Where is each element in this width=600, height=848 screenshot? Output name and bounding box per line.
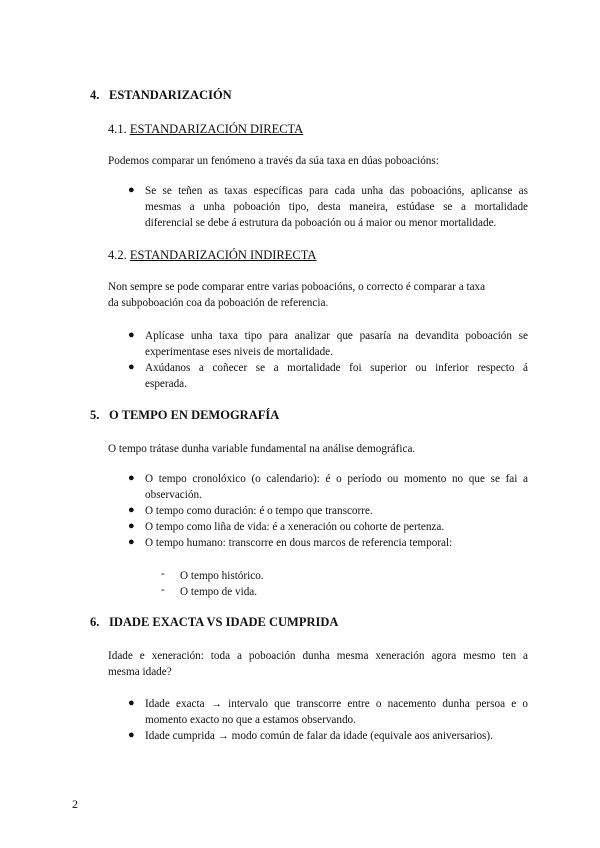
paragraph-line: da subpoboación coa da poboación de referencia. — [108, 297, 329, 309]
list-item-5-1 — [145, 471, 528, 503]
section-title: ESTANDARIZACIÓN — [109, 88, 232, 102]
list-item-line: Axúdanos a coñecer se a mortalidade foi superior ou inferior respecto á — [145, 362, 528, 374]
list-item-line: Aplícase unha taxa tipo para analizar que pasaría na devandita poboación se — [145, 330, 528, 342]
sub-list-item-5-4-1: O tempo histórico. — [180, 570, 264, 582]
dash-marker: - — [161, 568, 165, 580]
list-item-5-4: O tempo humano: transcorre en dous marcos de referencia temporal: — [145, 537, 453, 549]
section-number: 4. — [90, 88, 100, 102]
section-number: 5. — [90, 408, 100, 422]
list-item-line: O tempo cronolóxico (o calendario): é o período ou momento no que se fai a — [145, 473, 528, 485]
paragraph-4-1-intro: Podemos comparar un fenómeno a través da súa taxa en dúas poboacións: — [108, 155, 439, 167]
bullet-icon: ● — [128, 361, 135, 373]
subsection-heading-4-2 — [108, 248, 316, 263]
subsection-heading-4-1 — [108, 122, 303, 137]
list-item-line: esperada. — [145, 378, 187, 390]
list-item-4-2-2 — [145, 360, 528, 392]
section-title: IDADE EXACTA VS IDADE CUMPRIDA — [109, 615, 339, 629]
paragraph-4-2-intro — [108, 279, 528, 311]
bullet-icon: ● — [128, 520, 135, 532]
subsection-title: ESTANDARIZACIÓN DIRECTA — [129, 122, 304, 136]
list-item-6-2: Idade cumprida → modo común de falar da idade (equivale aos aniversarios). — [145, 730, 493, 742]
bullet-icon: ● — [128, 536, 135, 548]
bullet-icon: ● — [128, 329, 135, 341]
paragraph-line: Non sempre se pode comparar entre varias poboacións, o correcto é comparar a taxa — [108, 281, 486, 293]
paragraph-line: mesma idade? — [108, 666, 172, 678]
list-item-line: momento exacto no que a estamos observando. — [145, 714, 356, 726]
bullet-icon: ● — [128, 472, 135, 484]
list-item-line: mesmas a unha poboación tipo, desta maneira, estúdase se a mortalidade — [145, 201, 528, 213]
subsection-title: ESTANDARIZACIÓN INDIRECTA — [129, 248, 317, 262]
sub-list-item-5-4-2: O tempo de vida. — [180, 586, 258, 598]
bullet-icon: ● — [128, 697, 135, 709]
list-item-4-1-1 — [145, 183, 528, 231]
paragraph-line: Idade e xeneración: toda a poboación dunha mesma xeneración agora mesmo ten a — [108, 650, 528, 662]
list-item-line: Idade exacta → intervalo que transcorre entre o nacemento dunha persoa e o — [145, 698, 528, 710]
subsection-number: 4.1. — [108, 122, 127, 136]
section-heading-5 — [90, 408, 279, 423]
list-item-6-1 — [145, 696, 528, 728]
paragraph-5-intro: O tempo trátase dunha variable fundamental na análise demográfica. — [108, 443, 416, 455]
section-title: O TEMPO EN DEMOGRAFÍA — [109, 408, 280, 422]
list-item-line: observación. — [145, 489, 202, 501]
list-item-4-2-1 — [145, 328, 528, 360]
page-number: 2 — [72, 797, 78, 811]
list-item-line: diferencial se debe á estrutura da poboación ou á maior ou menor mortalidade. — [145, 217, 497, 229]
section-number: 6. — [90, 615, 100, 629]
list-item-5-2: O tempo como duración: é o tempo que transcorre. — [145, 505, 373, 517]
paragraph-6-intro — [108, 648, 528, 680]
section-heading-4 — [90, 88, 232, 103]
bullet-icon: ● — [128, 729, 135, 741]
list-item-line: experimentase eses niveis de mortalidade. — [145, 346, 333, 358]
section-heading-6 — [90, 615, 338, 630]
list-item-5-3: O tempo como liña de vida: é a xeneración ou cohorte de pertenza. — [145, 521, 445, 533]
list-item-line: Se se teñen as taxas específicas para cada unha das poboacións, aplicanse as — [145, 185, 528, 197]
dash-marker: - — [161, 584, 165, 596]
bullet-icon: ● — [128, 184, 135, 196]
bullet-icon: ● — [128, 504, 135, 516]
subsection-number: 4.2. — [108, 248, 127, 262]
